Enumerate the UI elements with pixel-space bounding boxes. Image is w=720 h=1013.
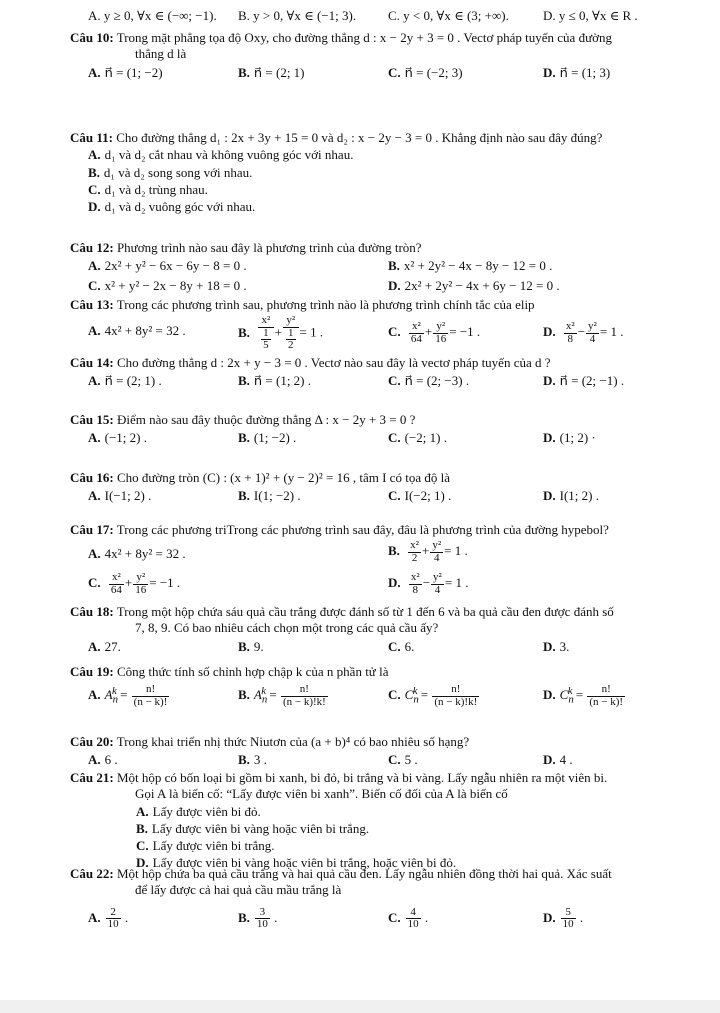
option-d: D. $\frac{\text{x²}}{8}$ − $\frac{\text{y²}}{4}$ = 1 . xyxy=(543,320,624,345)
question-15 xyxy=(70,412,694,450)
option-b: B. $\frac{3}{10}$ . xyxy=(238,905,278,931)
option-d: D. Lấy được viên bi vàng hoặc viên bi trắng, hoặc viên bi đỏ. xyxy=(136,855,457,871)
question-13 xyxy=(70,297,694,353)
option-b: B. x² + 2y² − 4x − 8y − 12 = 0 . xyxy=(388,258,553,274)
question-stem: Cho đường tròn (C) : (x + 1)² + (y − 2)² = 16 , tâm I có tọa độ là xyxy=(116,470,450,485)
option-d: D. (1; 2) · xyxy=(543,430,596,446)
question-stem: Điểm nào sau đây thuộc đường thẳng Δ : x − 2y + 3 = 0 ? xyxy=(116,412,416,427)
option-c: C. I(−2; 1) . xyxy=(388,488,452,504)
option-a: A. (−1; 2) . xyxy=(88,430,147,446)
question-stem-cont: 7, 8, 9. Có bao nhiêu cách chọn một trong các quả cầu ấy? xyxy=(135,620,439,636)
question-19 xyxy=(70,664,694,720)
question-number: Câu 10: xyxy=(70,30,114,45)
question-number: Câu 21: xyxy=(70,770,114,785)
option-c: C. y < 0, ∀x ∈ (3; +∞). xyxy=(388,8,509,23)
option-c: C. n⃗ = (2; −3) . xyxy=(388,373,470,389)
option-d: D. y ≤ 0, ∀x ∈ R . xyxy=(543,8,638,23)
option-a: A. n⃗ = (2; 1) . xyxy=(88,373,162,389)
option-c: C. x² + y² − 2x − 8y + 18 = 0 . xyxy=(88,278,247,294)
option-d: D. $C_n^k$ = $\frac{n!}{(n - k)!}$ xyxy=(543,683,624,708)
question-stem: Một hộp chứa ba quả cầu trắng và hai quả cầu đen. Lấy ngẫu nhiên đồng thời hai quả. Xác suất xyxy=(116,866,612,881)
option-a: A. d₁ và d₂ cắt nhau và không vuông góc với nhau. xyxy=(88,147,354,163)
option-a: A. $A_n^k$ = $\frac{n!}{(n - k)!}$ xyxy=(88,683,168,708)
option-d: D. 2x² + 2y² − 4x + 6y − 12 = 0 . xyxy=(388,278,560,294)
question-16 xyxy=(70,470,694,508)
question-17 xyxy=(70,522,694,602)
option-b: B. Lấy được viên bi vàng hoặc viên bi trắng. xyxy=(136,820,370,836)
question-stem: Trong khai triển nhị thức Niutơn của (a + b)⁴ có bao nhiêu số hạng? xyxy=(116,734,470,749)
question-14 xyxy=(70,355,694,393)
option-a: A. I(−1; 2) . xyxy=(88,488,152,504)
question-18 xyxy=(70,604,694,659)
question-stem: Cho đường thẳng d₁ : 2x + 3y + 15 = 0 và d₂ : x − 2y − 3 = 0 . Khẳng định nào sau đây đúng? xyxy=(116,130,603,145)
option-b: B. (1; −2) . xyxy=(238,430,297,446)
option-c: C. $C_n^k$ = $\frac{n!}{(n - k)!k!}$ xyxy=(388,683,478,708)
option-d: D. $\frac{\text{x²}}{8}$ − $\frac{\text{y²}}{4}$ = 1 . xyxy=(388,571,469,596)
question-stem: Trong mặt phẳng tọa độ Oxy, cho đường thẳng d : x − 2y + 3 = 0 . Vectơ pháp tuyến của đường xyxy=(116,30,613,45)
option-c: C. Lấy được viên bi trắng. xyxy=(136,838,275,853)
question-stem: Cho đường thẳng d : 2x + y − 3 = 0 . Vectơ nào sau đây là vectơ pháp tuyến của d ? xyxy=(116,355,551,370)
option-c: C. $\frac{4}{10}$ . xyxy=(388,905,429,931)
question-number: Câu 17: xyxy=(70,522,114,537)
question-20 xyxy=(70,734,694,772)
question-number: Câu 16: xyxy=(70,470,114,485)
option-c: C. 5 . xyxy=(388,752,418,768)
option-a: A. 6 . xyxy=(88,752,118,768)
option-b: B. n⃗ = (2; 1) xyxy=(238,64,305,80)
question-number: Câu 19: xyxy=(70,664,114,679)
option-c: C. $\frac{\text{x²}}{64}$ + $\frac{\text{y²}}{16}$ = −1 . xyxy=(388,320,481,345)
option-d: D. I(1; 2) . xyxy=(543,488,599,504)
option-a: A. 27. xyxy=(88,638,121,654)
option-d: D. 4 . xyxy=(543,752,573,768)
option-c: C. 6. xyxy=(388,638,415,654)
option-c: C. $\frac{\text{x²}}{64}$ + $\frac{\text{y²}}{16}$ = −1 . xyxy=(88,571,181,596)
option-b: B. n⃗ = (1; 2) . xyxy=(238,373,312,389)
question-12 xyxy=(70,240,694,296)
option-c: C. (−2; 1) . xyxy=(388,430,447,446)
question-21 xyxy=(70,770,694,873)
question-stem: Trong một hộp chứa sáu quả cầu trắng được đánh số từ 1 đến 6 và ba quả cầu đen được đánh số xyxy=(116,604,614,619)
option-a: A. 4x² + 8y² = 32 . xyxy=(88,323,186,339)
option-b: B. $\frac{\text{x²}}{2}$ + $\frac{\text{y²}}{4}$ = 1 . xyxy=(388,539,468,564)
question-number: Câu 14: xyxy=(70,355,114,370)
option-b: B. 9. xyxy=(238,638,264,654)
question-number: Câu 22: xyxy=(70,866,114,881)
option-a: A. 2x² + y² − 6x − 6y − 8 = 0 . xyxy=(88,258,247,274)
option-a: A. y ≥ 0, ∀x ∈ (−∞; −1). xyxy=(88,8,217,23)
option-a: A. 4x² + 8y² = 32 . xyxy=(88,546,186,562)
option-d: D. n⃗ = (1; 3) xyxy=(543,64,611,80)
question-11 xyxy=(70,130,694,216)
option-d: D. $\frac{5}{10}$ . xyxy=(543,905,584,931)
option-c: C. n⃗ = (−2; 3) xyxy=(388,64,463,80)
question-stem: Công thức tính số chỉnh hợp chập k của n phần tử là xyxy=(116,664,389,679)
question-22 xyxy=(70,866,694,939)
option-a: A. n⃗ = (1; −2) xyxy=(88,64,163,80)
option-c: C. d₁ và d₂ trùng nhau. xyxy=(88,181,208,197)
question-stem: Trong các phương triTrong các phương trình sau đây, đâu là phương trình của đường hypebol? xyxy=(116,522,609,537)
question-10 xyxy=(70,30,694,85)
question-stem-cont: Gọi A là biến cố: “Lấy được viên bi xanh”. Biến cố đối của A là biến cố xyxy=(135,786,508,802)
option-a: A. Lấy được viên bi đỏ. xyxy=(136,803,261,819)
option-b: B. I(1; −2) . xyxy=(238,488,301,504)
prev-question-options xyxy=(70,6,694,28)
question-stem: Một hộp có bốn loại bi gồm bi xanh, bi đỏ, bi trắng và bi vàng. Lấy ngẫu nhiên ra một viên bi. xyxy=(116,770,608,785)
option-b: B. $\frac{\text{x²}}{\frac{1}{5}}$ + $\frac{\text{y²}}{\frac{1}{2}}$ = 1 . xyxy=(238,314,324,352)
option-b: B. y > 0, ∀x ∈ (−1; 3). xyxy=(238,8,357,23)
question-number: Câu 18: xyxy=(70,604,114,619)
question-stem-cont: thẳng d là xyxy=(135,46,187,62)
question-number: Câu 11: xyxy=(70,130,113,145)
question-number: Câu 15: xyxy=(70,412,114,427)
option-d: D. d₁ và d₂ vuông góc với nhau. xyxy=(88,199,256,214)
option-a: A. $\frac{2}{10}$ . xyxy=(88,905,129,931)
question-stem: Trong các phương trình sau, phương trình nào là phương trình chính tắc của elip xyxy=(116,297,535,312)
option-b: B. $A_n^k$ = $\frac{n!}{(n - k)!k!}$ xyxy=(238,683,326,708)
option-b: B. 3 . xyxy=(238,752,267,768)
option-d: D. 3. xyxy=(543,638,570,654)
option-b: B. d₁ và d₂ song song với nhau. xyxy=(88,164,253,180)
bottom-edge xyxy=(0,1000,720,1013)
question-number: Câu 12: xyxy=(70,240,114,255)
question-stem: Phương trình nào sau đây là phương trình của đường tròn? xyxy=(116,240,422,255)
question-stem-cont: để lấy được cả hai quả cầu mầu trắng là xyxy=(135,882,342,898)
option-d: D. n⃗ = (2; −1) . xyxy=(543,373,625,389)
question-number: Câu 20: xyxy=(70,734,114,749)
question-number: Câu 13: xyxy=(70,297,114,312)
